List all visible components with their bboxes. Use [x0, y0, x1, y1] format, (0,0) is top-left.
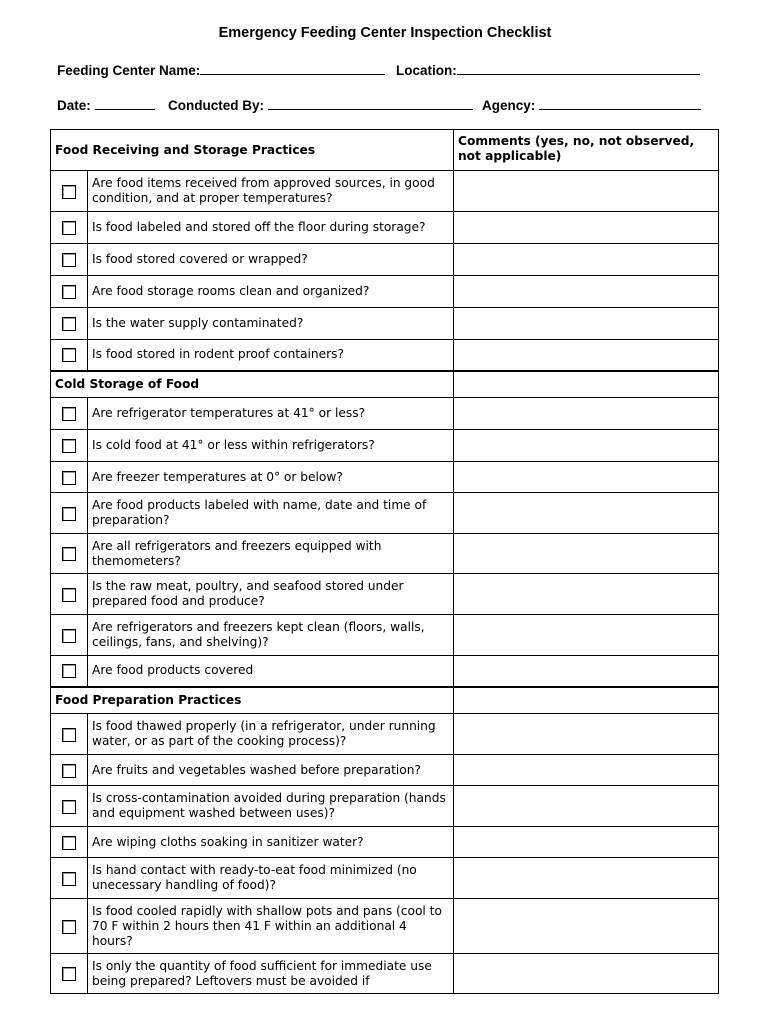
- question-text: Are food items received from approved sources, in good condition, and at proper temperatures?: [88, 171, 454, 212]
- center-name-row: [57, 61, 385, 78]
- agency-field[interactable]: [539, 96, 701, 110]
- checkbox[interactable]: [62, 764, 76, 778]
- checkbox[interactable]: [62, 872, 76, 886]
- comment-cell[interactable]: [454, 244, 719, 276]
- question-text: Are food storage rooms clean and organized?: [88, 276, 454, 308]
- checkbox[interactable]: [62, 836, 76, 850]
- checkbox[interactable]: [62, 588, 76, 602]
- checkbox[interactable]: [62, 920, 76, 934]
- checkbox[interactable]: [62, 800, 76, 814]
- comment-cell[interactable]: [454, 714, 719, 755]
- checkbox[interactable]: [62, 439, 76, 453]
- comment-cell[interactable]: [454, 858, 719, 899]
- comment-cell[interactable]: [454, 171, 719, 212]
- comment-cell[interactable]: [454, 308, 719, 340]
- page-title: Emergency Feeding Center Inspection Checklist: [218, 25, 552, 41]
- conducted-by-label: Conducted By:: [168, 98, 264, 113]
- question-text: Is food labeled and stored off the floor during storage?: [88, 212, 454, 244]
- checkbox[interactable]: [62, 185, 76, 199]
- comment-cell[interactable]: [454, 615, 719, 656]
- comments-header: Comments (yes, no, not observed, not applicable): [454, 130, 719, 171]
- comment-cell[interactable]: [454, 534, 719, 574]
- question-text: Is food cooled rapidly with shallow pots and pans (cool to 70 F within 2 hours then 41 F within an additional 4 hours?: [88, 899, 454, 954]
- checkbox[interactable]: [62, 547, 76, 561]
- question-text: Are freezer temperatures at 0° or below?: [88, 462, 454, 493]
- comment-cell[interactable]: [454, 954, 719, 994]
- checkbox[interactable]: [62, 629, 76, 643]
- question-text: Is the water supply contaminated?: [88, 308, 454, 340]
- checkbox[interactable]: [62, 348, 76, 362]
- question-text: Are refrigerators and freezers kept clean (floors, walls, ceilings, fans, and shelving)?: [88, 615, 454, 656]
- date-field[interactable]: [95, 96, 155, 110]
- center-name-field[interactable]: [200, 61, 385, 75]
- question-text: Are food products labeled with name, date and time of preparation?: [88, 493, 454, 534]
- question-text: Is food stored in rodent proof containers?: [88, 340, 454, 371]
- checkbox[interactable]: [62, 728, 76, 742]
- question-text: Are fruits and vegetables washed before preparation?: [88, 755, 454, 786]
- question-text: Is cross-contamination avoided during preparation (hands and equipment washed between uses)?: [88, 786, 454, 827]
- comment-cell[interactable]: [454, 755, 719, 786]
- checkbox[interactable]: [62, 664, 76, 678]
- location-label: Location:: [396, 63, 457, 78]
- section-title: Food Preparation Practices: [51, 687, 454, 714]
- comment-cell[interactable]: [454, 899, 719, 954]
- location-row: [396, 61, 700, 78]
- comment-cell[interactable]: [454, 398, 719, 430]
- date-row: [57, 96, 155, 113]
- agency-label: Agency:: [482, 98, 536, 113]
- checkbox[interactable]: [62, 253, 76, 267]
- date-label: Date:: [57, 98, 91, 113]
- question-text: Is cold food at 41° or less within refrigerators?: [88, 430, 454, 462]
- comment-cell[interactable]: [454, 493, 719, 534]
- checkbox[interactable]: [62, 507, 76, 521]
- conducted-by-field[interactable]: [268, 96, 473, 110]
- question-text: Is food stored covered or wrapped?: [88, 244, 454, 276]
- comment-cell[interactable]: [454, 786, 719, 827]
- comment-cell[interactable]: [454, 212, 719, 244]
- question-text: Is food thawed properly (in a refrigerator, under running water, or as part of the cooking process)?: [88, 714, 454, 755]
- checkbox[interactable]: [62, 471, 76, 485]
- question-text: Are wiping cloths soaking in sanitizer water?: [88, 827, 454, 858]
- comment-cell[interactable]: [454, 430, 719, 462]
- comment-cell[interactable]: [454, 656, 719, 687]
- checkbox[interactable]: [62, 285, 76, 299]
- checkbox[interactable]: [62, 407, 76, 421]
- center-name-label: Feeding Center Name:: [57, 63, 201, 78]
- comment-cell[interactable]: [454, 574, 719, 615]
- conducted-by-row: [168, 96, 473, 113]
- question-text: Are all refrigerators and freezers equipped with themometers?: [88, 534, 454, 574]
- checkbox[interactable]: [62, 221, 76, 235]
- question-text: Is only the quantity of food sufficient for immediate use being prepared? Leftovers must be avoided if: [88, 954, 454, 994]
- section-title: Cold Storage of Food: [51, 371, 454, 398]
- checkbox[interactable]: [62, 317, 76, 331]
- question-text: Are food products covered: [88, 656, 454, 687]
- checkbox[interactable]: [62, 967, 76, 981]
- section-title: Food Receiving and Storage Practices: [51, 130, 454, 171]
- location-field[interactable]: [457, 61, 700, 75]
- agency-row: [482, 96, 701, 113]
- comment-cell[interactable]: [454, 827, 719, 858]
- question-text: Is hand contact with ready-to-eat food minimized (no unecessary handling of food)?: [88, 858, 454, 899]
- comment-cell[interactable]: [454, 462, 719, 493]
- comment-cell[interactable]: [454, 276, 719, 308]
- comment-cell[interactable]: [454, 371, 719, 398]
- comment-cell[interactable]: [454, 687, 719, 714]
- question-text: Are refrigerator temperatures at 41° or less?: [88, 398, 454, 430]
- comment-cell[interactable]: [454, 340, 719, 371]
- question-text: Is the raw meat, poultry, and seafood stored under prepared food and produce?: [88, 574, 454, 615]
- checklist-table: [50, 129, 719, 994]
